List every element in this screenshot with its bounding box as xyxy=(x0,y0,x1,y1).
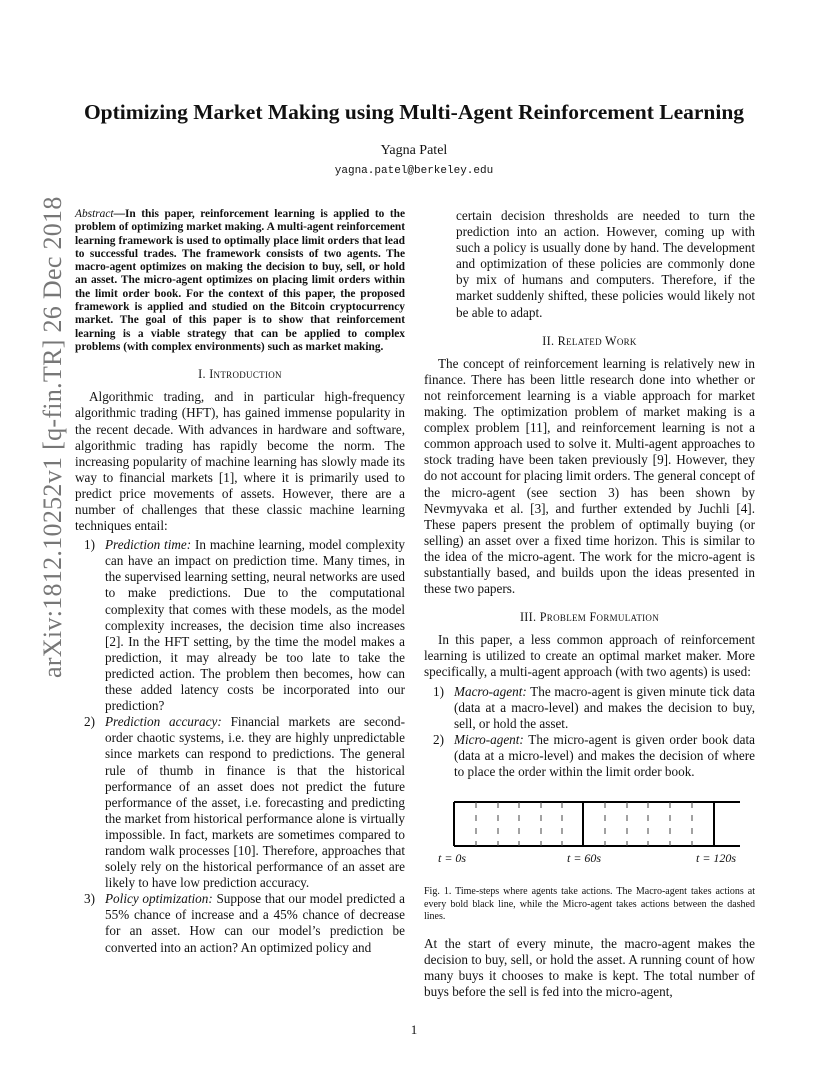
final-paragraph: At the start of every minute, the macro-agent makes the decision to buy, sell, or hold the asset. A running count of how many buys it chooses to make is kept. The total number of buys before the sell is fed into the micro-agent, xyxy=(424,935,755,999)
time-label-start: t = 0s xyxy=(438,851,467,866)
abstract-label: Abstract xyxy=(75,208,114,220)
list-text: The micro-agent is given order book data (data at a micro-level) and makes the decision of where to place the order within the limit order book. xyxy=(454,731,755,779)
list-item xyxy=(75,891,405,955)
time-label-end: t = 120s xyxy=(696,851,737,866)
challenges-list xyxy=(75,537,405,955)
list-term: Policy optimization: xyxy=(105,891,213,907)
intro-continuation: certain decision thresholds are needed to turn the prediction into an action. However, coming up with such a policy is usually done by hand. The development and optimization of these policies are commonly done by mix of humans and computers. Therefore, if the market suddenly shifted, these policies would likely not be able to adapt. xyxy=(456,208,755,320)
list-term: Micro-agent: xyxy=(454,731,524,747)
list-number: 2) xyxy=(84,714,95,730)
abstract-dash: — xyxy=(113,208,125,220)
author-email: yagna.patel@berkeley.edu xyxy=(334,165,494,177)
list-text: The macro-agent is given minute tick data (data at a macro-level) and makes the decision to buy, sell, or hold the asset. xyxy=(454,683,755,731)
paper-title: Optimizing Market Making using Multi-Agent Reinforcement Learning xyxy=(83,100,745,124)
problem-paragraph: In this paper, a less common approach of reinforcement learning is utilized to create an optimal market maker. More specifically, a multi-agent approach (with two agents) is used: xyxy=(424,632,755,680)
list-text: Financial markets are second-order chaotic systems, i.e. they are highly unpredictable since markets can respond to predictions. The general rule of thumb in finance is that the historical performance of an asset does not predict the future performance of the asset, i.e. forecasting and predicting the market from historical performance alone is virtually impossible. In fact, markets are sometimes compared to random walk processes [10]. Therefore, approaches that solely rely on the historical performance of an asset are likely to have low prediction accuracy. xyxy=(105,714,405,891)
abstract xyxy=(75,208,405,354)
list-item xyxy=(424,732,755,780)
left-column xyxy=(75,208,405,956)
time-label-middle: t = 60s xyxy=(567,851,602,866)
list-number: 2) xyxy=(433,731,444,747)
timeline-diagram xyxy=(424,794,755,854)
list-text: Suppose that our model predicted a 55% chance of increase and a 45% chance of decrease for an asset. How can our model’s prediction be converted into an action? An optimized policy and xyxy=(105,891,405,955)
figure-timeline xyxy=(424,794,755,876)
list-item xyxy=(424,684,755,732)
abstract-text: In this paper, reinforcement learning is applied to the problem of optimizing market making. A multi-agent reinforcement learning framework is used to optimally place limit orders that lead to successful trades. The framework consists of two agents. The macro-agent optimizes on making the decision to buy, sell, or hold an asset. The micro-agent optimizes on placing limit orders within the limit order book. For the context of this paper, the proposed framework is applied and studied on the Bitcoin cryptocurrency market. The goal of this paper is to show that reinforcement learning is a viable strategy that can be applied to complex problems (with complex environments) such as market making. xyxy=(75,208,405,353)
figure-caption: Fig. 1. Time-steps where agents take actions. The Macro-agent takes actions at every bold black line, while the Micro-agent takes actions between the dashed lines. xyxy=(424,886,755,923)
list-number: 3) xyxy=(84,891,95,907)
related-paragraph: The concept of reinforcement learning is relatively new in finance. There has been little research done into whether or not reinforcement learning is a viable approach for market making. The optimization problem of market making is a complex problem [11], and reinforcement learning is not a common approach used to solve it. Multi-agent approaches to stock trading have been taken previously [9]. However, they do not account for placing limit orders. The general concept of the micro-agent (see section 3) has been shown by Nevmyvaka et al. [3], and further extended by Juchli [4]. These papers present the problem of optimally buying (or selling) an asset over a fixed time horizon. This is similar to the idea of the micro-agent. The work for the micro-agent is substantially based, and builds upon the ideas presented in these two papers. xyxy=(424,355,755,597)
list-number: 1) xyxy=(84,537,95,553)
list-text: In machine learning, model complexity can have an impact on prediction time. Many times, in the supervised learning setting, neural networks are used to make predictions. Due to the computational complexity that comes with these models, as the model complexity increases, the decision time also increases [2]. In the HFT setting, by the time the model makes a prediction, it may already be too late to take the predicted action. The problem then becomes, how can these added latency costs be incorporated into our prediction? xyxy=(105,537,405,714)
intro-paragraph: Algorithmic trading, and in particular high-frequency algorithmic trading (HFT), has gained immense popularity in the recent decade. With advances in hardware and software, algorithmic trading has rapidly become the norm. The increasing popularity of machine learning has slowly made its way to financial markets [1], where it is primarily used to predict price movements of assets. However, there are a number of challenges that these classic machine learning techniques entail: xyxy=(75,389,405,534)
list-term: Prediction accuracy: xyxy=(105,714,222,730)
page-number: 1 xyxy=(410,1022,418,1037)
agents-list xyxy=(424,684,755,781)
list-item xyxy=(75,714,405,891)
right-column xyxy=(424,208,755,1000)
section-heading-introduction: I. Introduction xyxy=(198,367,282,382)
arxiv-side-label: arXiv:1812.10252v1 [q-fin.TR] 26 Dec 2018 xyxy=(38,196,67,678)
list-term: Macro-agent: xyxy=(454,683,527,699)
list-item xyxy=(75,537,405,714)
section-heading-problem-formulation: III. Problem Formulation xyxy=(519,610,660,625)
list-number: 1) xyxy=(433,683,444,699)
list-term: Prediction time: xyxy=(105,537,192,553)
section-heading-related-work: II. Related Work xyxy=(542,333,637,348)
author-name: Yagna Patel xyxy=(380,143,448,158)
